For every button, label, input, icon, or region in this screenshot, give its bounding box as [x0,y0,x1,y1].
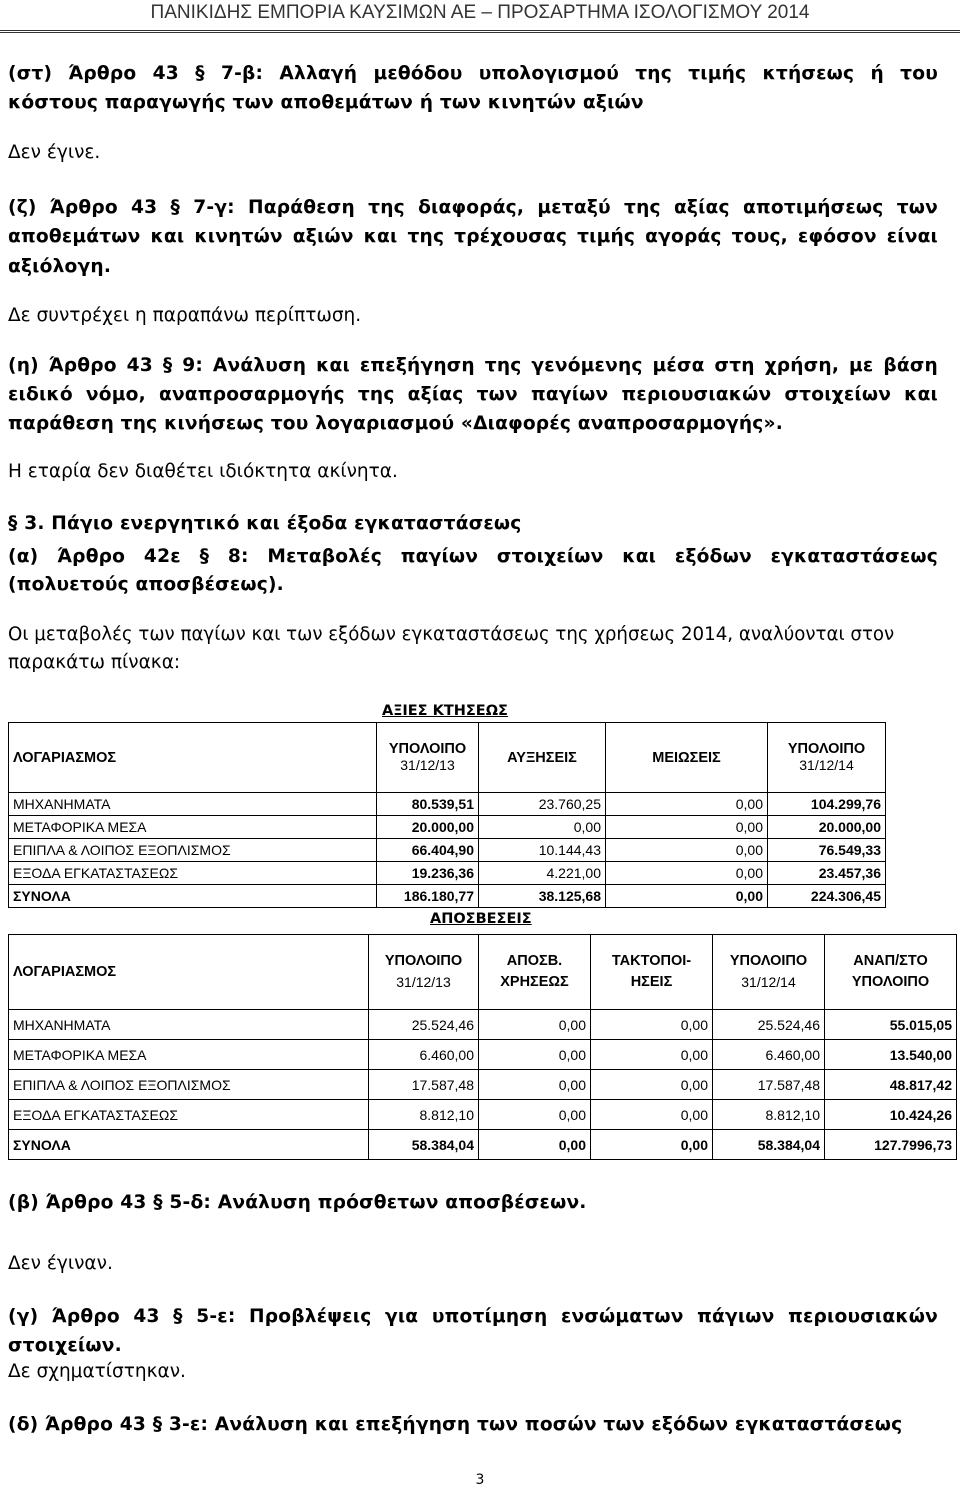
body-a-line1: Οι μεταβολές των παγίων και των εξόδων εγκαταστάσεως της χρήσεως 2014, αναλύονται στον [8,624,895,645]
table1-totals-row [9,885,886,908]
cell-closing: 224.306,45 [768,885,886,908]
cell-depreciation: 0,00 [479,1040,591,1070]
cell-depreciation: 0,00 [479,1010,591,1040]
page-header: ΠΑΝΙΚΙΔΗΣ ΕΜΠΟΡΙΑ ΚΑΥΣΙΜΩΝ ΑΕ – ΠΡΟΣΑΡΤΗΜΑ ΙΣΟΛΟΓΙΣΜΟΥ 2014 [150,2,810,23]
cell-closing: 6.460,00 [713,1040,825,1070]
cell-account: ΣΥΝΟΛΑ [9,1130,369,1160]
cell-account: ΜΗΧΑΝΗΜΑΤΑ [9,1010,369,1040]
page-number: 3 [475,1472,485,1488]
cell-increases: 4.221,00 [479,862,606,885]
section-3-title: § 3. Πάγιο ενεργητικό και έξοδα εγκαταστάσεως [8,513,522,534]
table1-header-increases: ΑΥΞΗΣΕΙΣ [479,723,606,793]
cell-increases: 0,00 [479,816,606,839]
heading-a-line1: (α) Άρθρο 42ε § 8: Μεταβολές παγίων στοιχείων και εξόδων εγκαταστάσεως [8,546,938,567]
cell-adjustments: 0,00 [591,1070,713,1100]
cell-depreciation: 0,00 [479,1130,591,1160]
cell-net: 13.540,00 [825,1040,957,1070]
table2-header-adjustments: ΤΑΚΤΟΠΟΙ- ΗΣΕΙΣ [591,935,713,1010]
table2-header-opening: ΥΠΟΛΟΙΠΟ 31/12/13 [369,935,479,1010]
heading-eta-line1: (η) Άρθρο 43 § 9: Ανάλυση και επεξήγηση της γενόμενης μέσα στη χρήση, με βάση [8,355,938,376]
acquisition-values-table [8,722,886,908]
cell-opening: 186.180,77 [377,885,479,908]
heading-z-line3: αξιόλογη. [8,256,112,277]
cell-decreases: 0,00 [606,816,768,839]
cell-opening: 58.384,04 [369,1130,479,1160]
cell-account: ΜΗΧΑΝΗΜΑΤΑ [9,793,377,816]
cell-closing: 76.549,33 [768,839,886,862]
table2-header-row [9,935,957,1010]
table2-header-closing: ΥΠΟΛΟΙΠΟ 31/12/14 [713,935,825,1010]
cell-decreases: 0,00 [606,862,768,885]
cell-account: ΕΞΟΔΑ ΕΓΚΑΤΑΣΤΑΣΕΩΣ [9,862,377,885]
cell-closing: 20.000,00 [768,816,886,839]
cell-increases: 38.125,68 [479,885,606,908]
table-row [9,1100,957,1130]
cell-account: ΕΠΙΠΛΑ & ΛΟΙΠΟΣ ΕΞΟΠΛΙΣΜΟΣ [9,839,377,862]
table1-header-account: ΛΟΓΑΡΙΑΣΜΟΣ [9,723,377,793]
table1-header-decreases: ΜΕΙΩΣΕΙΣ [606,723,768,793]
heading-g-line1: (γ) Άρθρο 43 § 5-ε: Προβλέψεις για υποτίμηση ενσώματων πάγιων περιουσιακών [8,1306,938,1327]
cell-depreciation: 0,00 [479,1100,591,1130]
heading-eta-line3: παράθεση της κινήσεως του λογαριασμού «Διαφορές αναπροσαρμογής». [8,413,783,434]
cell-account: ΣΥΝΟΛΑ [9,885,377,908]
cell-opening: 25.524,46 [369,1010,479,1040]
cell-opening: 19.236,36 [377,862,479,885]
cell-opening: 17.587,48 [369,1070,479,1100]
body-b: Δεν έγιναν. [8,1253,113,1274]
cell-increases: 23.760,25 [479,793,606,816]
cell-account: ΜΕΤΑΦΟΡΙΚΑ ΜΕΣΑ [9,1040,369,1070]
cell-adjustments: 0,00 [591,1100,713,1130]
cell-decreases: 0,00 [606,839,768,862]
cell-closing: 8.812,10 [713,1100,825,1130]
table-row [9,816,886,839]
cell-closing: 25.524,46 [713,1010,825,1040]
cell-net: 10.424,26 [825,1100,957,1130]
depreciation-table [8,934,957,1160]
cell-account: ΜΕΤΑΦΟΡΙΚΑ ΜΕΣΑ [9,816,377,839]
table2-totals-row [9,1130,957,1160]
cell-account: ΕΞΟΔΑ ΕΓΚΑΤΑΣΤΑΣΕΩΣ [9,1100,369,1130]
table1-header-row [9,723,886,793]
header-rule [0,30,960,33]
body-g: Δε σχηματίστηκαν. [8,1361,186,1382]
cell-adjustments: 0,00 [591,1010,713,1040]
cell-closing: 104.299,76 [768,793,886,816]
cell-increases: 10.144,43 [479,839,606,862]
table-row [9,862,886,885]
table2-header-account: ΛΟΓΑΡΙΑΣΜΟΣ [9,935,369,1010]
cell-opening: 20.000,00 [377,816,479,839]
heading-a-line2: (πολυετούς αποσβέσεως). [8,574,284,595]
body-eta: Η εταρία δεν διαθέτει ιδιόκτητα ακίνητα. [8,461,398,482]
cell-net: 55.015,05 [825,1010,957,1040]
cell-net: 48.817,42 [825,1070,957,1100]
cell-closing: 23.457,36 [768,862,886,885]
cell-closing: 58.384,04 [713,1130,825,1160]
cell-adjustments: 0,00 [591,1040,713,1070]
cell-adjustments: 0,00 [591,1130,713,1160]
heading-d: (δ) Άρθρο 43 § 3-ε: Ανάλυση και επεξήγηση των ποσών των εξόδων εγκαταστάσεως [8,1414,903,1435]
table1-header-closing: ΥΠΟΛΟΙΠΟ 31/12/14 [768,723,886,793]
body-z: Δε συντρέχει η παραπάνω περίπτωση. [8,305,362,326]
heading-z-line1: (ζ) Άρθρο 43 § 7-γ: Παράθεση της διαφοράς, μεταξύ της αξίας αποτιμήσεως των [8,197,938,218]
heading-g-line2: στοιχείων. [8,1335,122,1356]
table-row [9,1010,957,1040]
table2-caption: ΑΠΟΣΒΕΣΕΙΣ [430,911,532,927]
cell-depreciation: 0,00 [479,1070,591,1100]
heading-st-line2: κόστους παραγωγής των αποθεμάτων ή των κινητών αξιών [8,92,644,113]
cell-opening: 80.539,51 [377,793,479,816]
table1-caption: ΑΞΙΕΣ ΚΤΗΣΕΩΣ [382,703,508,719]
cell-opening: 8.812,10 [369,1100,479,1130]
cell-decreases: 0,00 [606,885,768,908]
body-st: Δεν έγινε. [8,142,101,163]
body-a-line2: παρακάτω πίνακα: [8,652,181,673]
table1-header-opening: ΥΠΟΛΟΙΠΟ 31/12/13 [377,723,479,793]
heading-b: (β) Άρθρο 43 § 5-δ: Ανάλυση πρόσθετων αποσβέσεων. [8,1192,587,1213]
cell-opening: 6.460,00 [369,1040,479,1070]
cell-opening: 66.404,90 [377,839,479,862]
heading-st-line1: (στ) Άρθρο 43 § 7-β: Αλλαγή μεθόδου υπολογισμού της τιμής κτήσεως ή του [8,63,938,84]
table-row [9,839,886,862]
cell-decreases: 0,00 [606,793,768,816]
table-row [9,793,886,816]
cell-closing: 17.587,48 [713,1070,825,1100]
heading-z-line2: αποθεμάτων και κινητών αξιών και της τρέχουσας τιμής αγοράς τους, εφόσον είναι [8,226,938,247]
table-row [9,1070,957,1100]
heading-eta-line2: ειδικό νόμο, αναπροσαρμογής της αξίας των παγίων περιουσιακών στοιχείων και [8,384,938,405]
table-row [9,1040,957,1070]
table2-header-depreciation: ΑΠΟΣΒ. ΧΡΗΣΕΩΣ [479,935,591,1010]
cell-account: ΕΠΙΠΛΑ & ΛΟΙΠΟΣ ΕΞΟΠΛΙΣΜΟΣ [9,1070,369,1100]
cell-net: 127.7996,73 [825,1130,957,1160]
table2-header-net: ΑΝΑΠ/ΣΤΟ ΥΠΟΛΟΙΠΟ [825,935,957,1010]
